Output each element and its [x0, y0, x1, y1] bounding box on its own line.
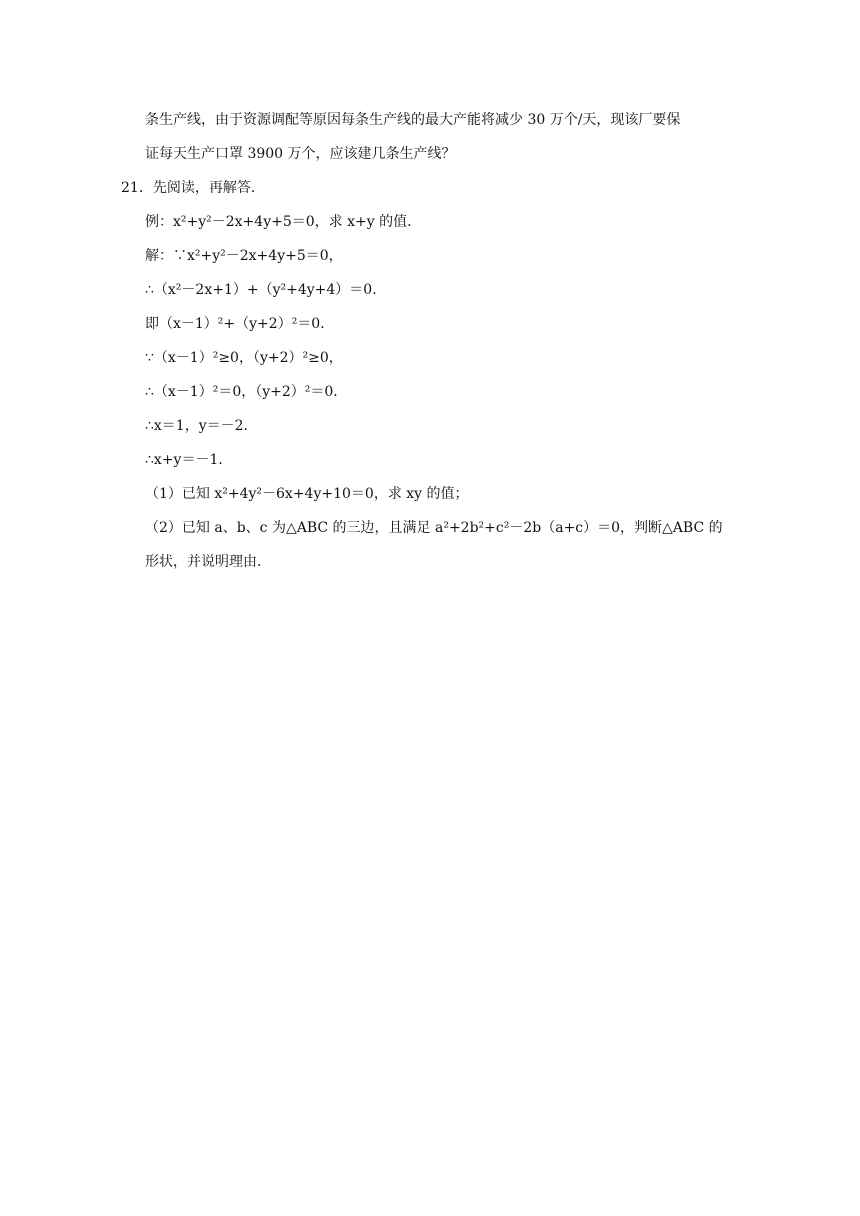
- example-text: 例：x²+y²－2x+4y+5＝0，求 x+y 的值．: [145, 214, 422, 230]
- question-number: 21．: [121, 180, 153, 196]
- question-21-header: [121, 178, 265, 198]
- part-1: （1）已知 x²+4y²－6x+4y+10＝0，求 xy 的值；: [145, 486, 469, 502]
- solution-step-1: 解：∵x²+y²－2x+4y+5＝0，: [145, 248, 343, 264]
- question-intro: 先阅读，再解答．: [152, 180, 265, 196]
- part-2-line-2: 形状，并说明理由．: [145, 554, 271, 570]
- example-line: [145, 212, 421, 232]
- solution-step-6: ∴x＝1，y＝－2．: [145, 418, 258, 434]
- solution-step-7: ∴x+y＝－1．: [145, 452, 233, 468]
- part-2-line-1: （2）已知 a、b、c 为△ABC 的三边，且满足 a²+2b²+c²－2b（a+c）＝0，判断△ABC 的: [145, 520, 723, 536]
- solution-step-3: 即（x－1）²+（y+2）²＝0．: [145, 316, 335, 332]
- solution-step-5: ∴（x－1）²＝0，（y+2）²＝0．: [145, 384, 348, 400]
- solution-step-2: ∴（x²－2x+1）+（y²+4y+4）＝0．: [145, 282, 387, 298]
- carryover-line-2: 证每天生产口罩 3900 万个，应该建几条生产线？: [145, 146, 456, 162]
- carryover-line-1: 条生产线，由于资源调配等原因每条生产线的最大产能将减少 30 万个/天，现该厂要保: [145, 112, 681, 128]
- solution-step-4: ∵（x－1）²≥0，（y+2）²≥0，: [145, 350, 343, 366]
